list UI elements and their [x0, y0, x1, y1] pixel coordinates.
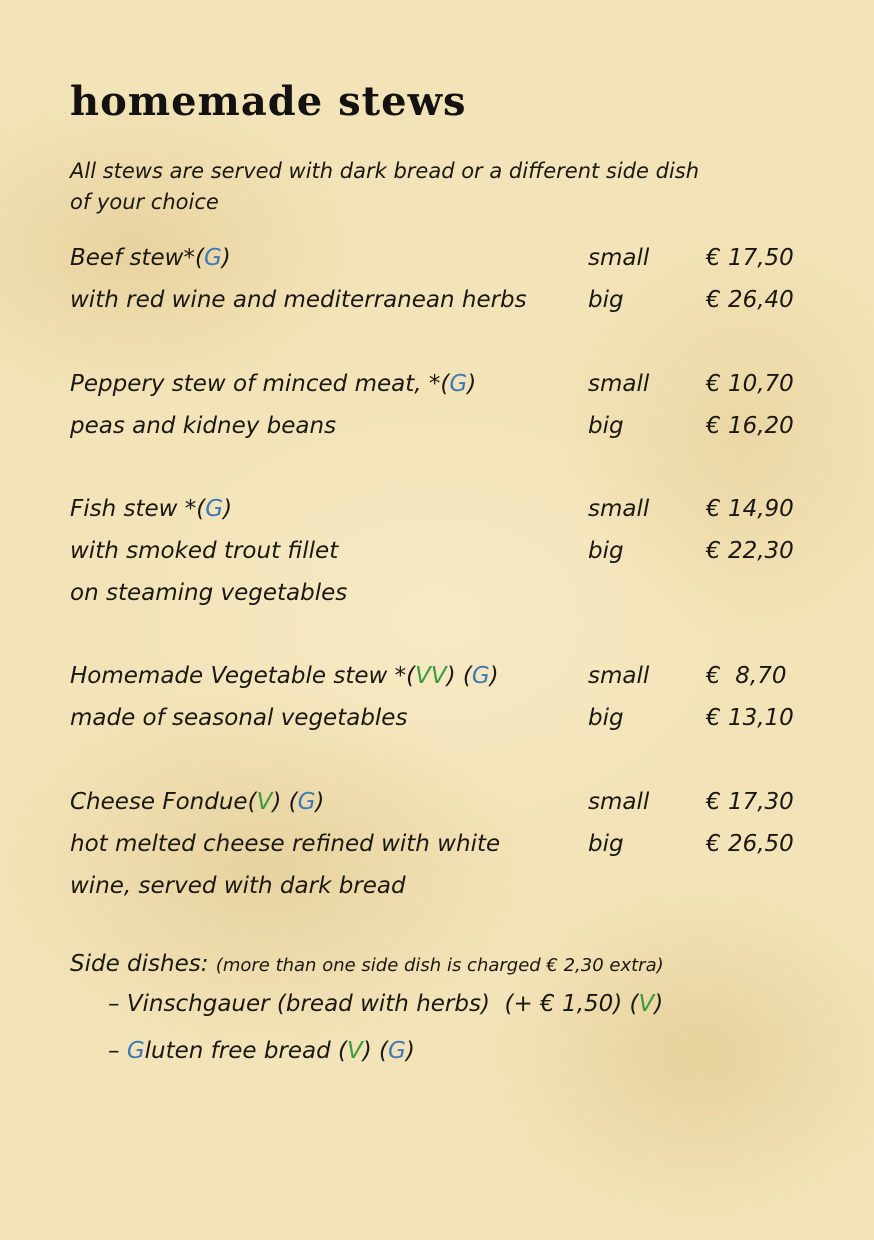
price-small: € 14,90: [706, 496, 794, 522]
vegetarian-tag: V: [638, 991, 655, 1017]
item-name: Cheese Fondue(V) (G): [70, 789, 325, 815]
list-dash: –: [108, 991, 127, 1017]
gluten-free-tag: G: [449, 371, 468, 397]
intro-text: All stews are served with dark bread or a different side dish of your choice: [70, 159, 700, 214]
side-dishes-heading: [70, 946, 664, 984]
item-description: peas and kidney beans: [70, 413, 337, 439]
side-dishes-title: Side dishes:: [70, 951, 209, 977]
item-name: Homemade Vegetable stew *(VV) (G): [70, 663, 499, 689]
price-small: € 10,70: [706, 371, 794, 397]
gluten-free-tag: G: [388, 1038, 406, 1064]
menu-item-vegetable-stew-detail: [70, 698, 830, 738]
item-name: Peppery stew of minced meat, *(G): [70, 371, 477, 397]
menu-item-fish-stew: [70, 489, 830, 529]
side-dish-text: luten free bread: [144, 1038, 331, 1064]
price-big: € 26,40: [706, 287, 794, 313]
price-small: € 17,50: [706, 245, 794, 271]
side-dishes-note: (more than one side dish is charged € 2,30 extra): [215, 955, 664, 976]
gluten-free-tag: G: [471, 663, 490, 689]
menu-item-cheese-fondue-detail: [70, 824, 830, 864]
size-big-label: big: [588, 287, 624, 313]
size-big-label: big: [588, 831, 624, 857]
item-description: wine, served with dark bread: [70, 873, 406, 899]
menu-item-fish-stew-detail-2: [70, 573, 830, 613]
vegan-tag: VV: [415, 663, 447, 689]
gluten-free-tag: G: [205, 496, 224, 522]
menu-item-beef-stew-detail: [70, 280, 830, 320]
price-big: € 22,30: [706, 538, 794, 564]
vegetarian-tag: V: [256, 789, 273, 815]
side-dish-gluten-free-bread: – Gluten free bread (V) (G): [108, 1038, 415, 1064]
menu-item-cheese-fondue-detail-2: [70, 866, 830, 906]
menu-item-cheese-fondue: [70, 782, 830, 822]
price-big: € 13,10: [706, 705, 794, 731]
price-small: € 8,70: [706, 663, 787, 689]
gluten-free-tag: G: [297, 789, 316, 815]
size-big-label: big: [588, 538, 624, 564]
menu-item-vegetable-stew: [70, 656, 830, 696]
list-dash: –: [108, 1038, 127, 1064]
item-name: Fish stew *(G): [70, 496, 233, 522]
size-small-label: small: [588, 245, 650, 271]
price-small: € 17,30: [706, 789, 794, 815]
item-description: hot melted cheese refined with white: [70, 831, 501, 857]
size-small-label: small: [588, 496, 650, 522]
item-name: Beef stew*(G): [70, 245, 231, 271]
price-big: € 26,50: [706, 831, 794, 857]
side-dish-vinschgauer: – Vinschgauer (bread with herbs) (+ € 1,50) (V): [108, 991, 664, 1017]
menu-item-beef-stew: [70, 238, 830, 278]
menu-item-peppery-stew-detail: [70, 406, 830, 446]
size-small-label: small: [588, 789, 650, 815]
item-description: with red wine and mediterranean herbs: [70, 287, 527, 313]
size-small-label: small: [588, 371, 650, 397]
menu-item-peppery-stew: [70, 364, 830, 404]
gluten-free-initial: G: [126, 1038, 145, 1064]
size-small-label: small: [588, 663, 650, 689]
size-big-label: big: [588, 705, 624, 731]
size-big-label: big: [588, 413, 624, 439]
item-description: on steaming vegetables: [70, 580, 348, 606]
item-description: with smoked trout fillet: [70, 538, 339, 564]
side-dish-text: Vinschgauer (bread with herbs) (+ € 1,50): [126, 991, 623, 1017]
page-title: homemade stews: [70, 78, 467, 125]
vegetarian-tag: V: [347, 1038, 363, 1064]
menu-item-fish-stew-detail: [70, 531, 830, 571]
item-description: made of seasonal vegetables: [70, 705, 408, 731]
price-big: € 16,20: [706, 413, 794, 439]
gluten-free-tag: G: [203, 245, 222, 271]
